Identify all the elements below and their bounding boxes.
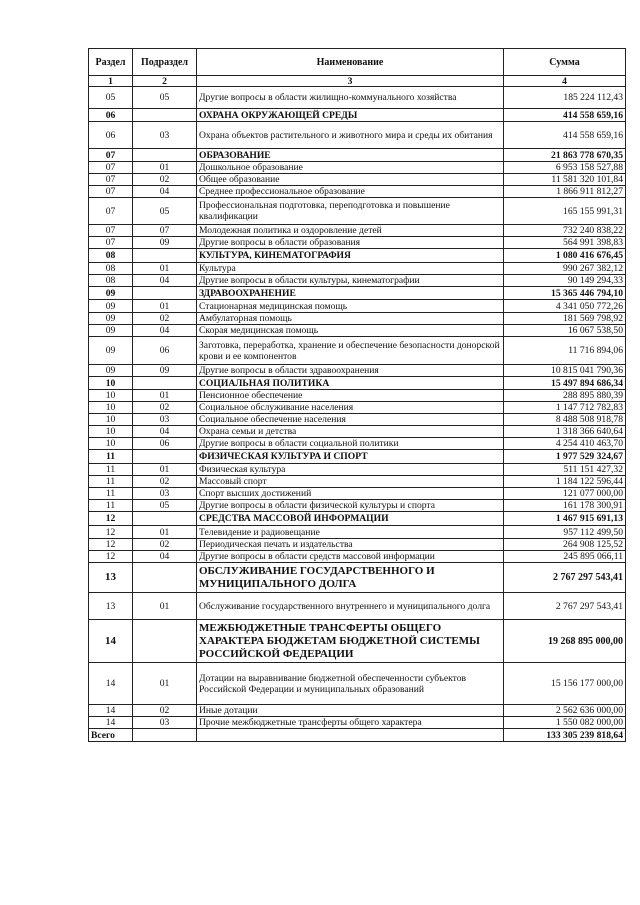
name-cell: Другие вопросы в области социальной политики (197, 438, 504, 450)
name-cell: Прочие межбюджетные трансферты общего характера (197, 717, 504, 729)
name-cell: Охрана объектов растительного и животного мира и среды их обитания (197, 122, 504, 149)
name-cell: КУЛЬТУРА, КИНЕМАТОГРАФИЯ (197, 249, 504, 263)
sum-cell: 288 895 880,39 (504, 390, 626, 402)
total-sum: 133 305 239 818,64 (504, 729, 626, 742)
name-cell: ФИЗИЧЕСКАЯ КУЛЬТУРА И СПОРТ (197, 450, 504, 464)
razdel-cell: 12 (89, 539, 133, 551)
razdel-cell: 10 (89, 377, 133, 390)
podrazdel-cell (133, 109, 197, 122)
podrazdel-cell: 04 (133, 325, 197, 337)
razdel-cell: 07 (89, 186, 133, 198)
podrazdel-cell: 01 (133, 526, 197, 539)
razdel-cell: 10 (89, 402, 133, 414)
table-row (89, 149, 626, 162)
name-cell: Физическая культура (197, 464, 504, 476)
name-cell: Другие вопросы в области жилищно-коммунального хозяйства (197, 87, 504, 109)
colnum: 4 (504, 76, 626, 87)
podrazdel-cell (133, 563, 197, 593)
razdel-cell: 09 (89, 287, 133, 300)
name-cell: Другие вопросы в области образования (197, 237, 504, 249)
razdel-cell: 09 (89, 313, 133, 325)
podrazdel-cell: 01 (133, 300, 197, 313)
sum-cell: 2 767 297 543,41 (504, 563, 626, 593)
razdel-cell: 14 (89, 705, 133, 717)
sum-cell: 11 716 894,06 (504, 337, 626, 365)
header-sum: Сумма (504, 49, 626, 76)
name-cell: Амбулаторная помощь (197, 313, 504, 325)
podrazdel-cell: 04 (133, 426, 197, 438)
podrazdel-cell (133, 149, 197, 162)
table-row (89, 109, 626, 122)
podrazdel-cell: 09 (133, 237, 197, 249)
name-cell: СРЕДСТВА МАССОВОЙ ИНФОРМАЦИИ (197, 512, 504, 526)
podrazdel-cell: 02 (133, 313, 197, 325)
name-cell: Охрана семьи и детства (197, 426, 504, 438)
podrazdel-cell: 04 (133, 186, 197, 198)
podrazdel-cell (133, 287, 197, 300)
podrazdel-cell: 06 (133, 337, 197, 365)
table-row (89, 225, 626, 237)
razdel-cell: 07 (89, 162, 133, 174)
razdel-cell: 08 (89, 275, 133, 287)
name-cell: Стационарная медицинская помощь (197, 300, 504, 313)
podrazdel-cell: 07 (133, 225, 197, 237)
sum-cell: 161 178 300,91 (504, 500, 626, 512)
sum-cell: 732 240 838,22 (504, 225, 626, 237)
name-cell: Заготовка, переработка, хранение и обеспечение безопасности донорской крови и ее компонентов (197, 337, 504, 365)
table-row (89, 337, 626, 365)
razdel-cell: 07 (89, 225, 133, 237)
sum-cell: 245 895 066,11 (504, 551, 626, 563)
razdel-cell: 11 (89, 488, 133, 500)
table-row (89, 426, 626, 438)
table-row (89, 365, 626, 377)
sum-cell: 564 991 398,83 (504, 237, 626, 249)
sum-cell: 165 155 991,31 (504, 198, 626, 225)
podrazdel-cell: 04 (133, 275, 197, 287)
sum-cell: 1 866 911 812,27 (504, 186, 626, 198)
name-cell: ЗДРАВООХРАНЕНИЕ (197, 287, 504, 300)
sum-cell: 990 267 382,12 (504, 263, 626, 275)
table-row (89, 390, 626, 402)
table-row (89, 287, 626, 300)
podrazdel-cell: 03 (133, 488, 197, 500)
table-row (89, 512, 626, 526)
name-cell: Молодежная политика и оздоровление детей (197, 225, 504, 237)
table-row (89, 402, 626, 414)
sum-cell: 2 562 636 000,00 (504, 705, 626, 717)
table-row (89, 663, 626, 705)
sum-cell: 1 184 122 596,44 (504, 476, 626, 488)
razdel-cell: 11 (89, 500, 133, 512)
name-cell: Телевидение и радиовещание (197, 526, 504, 539)
sum-cell: 4 341 050 772,26 (504, 300, 626, 313)
table-row (89, 414, 626, 426)
name-cell: Массовый спорт (197, 476, 504, 488)
table-row (89, 198, 626, 225)
razdel-cell: 07 (89, 237, 133, 249)
podrazdel-cell (133, 512, 197, 526)
sum-cell: 11 581 320 101,84 (504, 174, 626, 186)
table-row (89, 313, 626, 325)
podrazdel-cell: 02 (133, 402, 197, 414)
header-podrazdel: Подраздел (133, 49, 197, 76)
header-name: Наименование (197, 49, 504, 76)
razdel-cell: 12 (89, 512, 133, 526)
name-cell: Социальное обеспечение населения (197, 414, 504, 426)
sum-cell: 16 067 538,50 (504, 325, 626, 337)
total-label: Всего (89, 729, 133, 742)
podrazdel-cell: 01 (133, 263, 197, 275)
table-row (89, 263, 626, 275)
table-row (89, 476, 626, 488)
table-row (89, 186, 626, 198)
podrazdel-cell: 01 (133, 663, 197, 705)
sum-cell: 1 467 915 691,13 (504, 512, 626, 526)
table-row (89, 705, 626, 717)
name-cell: МЕЖБЮДЖЕТНЫЕ ТРАНСФЕРТЫ ОБЩЕГО ХАРАКТЕРА БЮДЖЕТАМ БЮДЖЕТНОЙ СИСТЕМЫ РОССИЙСКОЙ ФЕДЕРАЦИИ (197, 620, 504, 663)
razdel-cell: 05 (89, 87, 133, 109)
podrazdel-cell: 03 (133, 717, 197, 729)
table-row (89, 717, 626, 729)
razdel-cell: 14 (89, 620, 133, 663)
header-razdel: Раздел (89, 49, 133, 76)
razdel-cell: 10 (89, 438, 133, 450)
podrazdel-cell: 05 (133, 198, 197, 225)
name-cell: Периодическая печать и издательства (197, 539, 504, 551)
total-empty (197, 729, 504, 742)
sum-cell: 4 254 410 463,70 (504, 438, 626, 450)
table-row (89, 450, 626, 464)
podrazdel-cell: 01 (133, 162, 197, 174)
sum-cell: 1 318 366 640,64 (504, 426, 626, 438)
name-cell: Социальное обслуживание населения (197, 402, 504, 414)
name-cell: ОХРАНА ОКРУЖАЮЩЕЙ СРЕДЫ (197, 109, 504, 122)
name-cell: Профессиональная подготовка, переподготовка и повышение квалификации (197, 198, 504, 225)
podrazdel-cell: 03 (133, 122, 197, 149)
sum-cell: 957 112 499,50 (504, 526, 626, 539)
table-row (89, 162, 626, 174)
table-row (89, 377, 626, 390)
podrazdel-cell: 01 (133, 390, 197, 402)
total-row (89, 729, 626, 742)
name-cell: Другие вопросы в области здравоохранения (197, 365, 504, 377)
name-cell: Скорая медицинская помощь (197, 325, 504, 337)
colnum: 3 (197, 76, 504, 87)
table-body (89, 87, 626, 729)
sum-cell: 414 558 659,16 (504, 122, 626, 149)
razdel-cell: 11 (89, 476, 133, 488)
table-row (89, 249, 626, 263)
podrazdel-cell: 05 (133, 500, 197, 512)
colnum: 1 (89, 76, 133, 87)
razdel-cell: 07 (89, 174, 133, 186)
sum-cell: 181 569 798,92 (504, 313, 626, 325)
razdel-cell: 13 (89, 593, 133, 620)
sum-cell: 264 908 125,52 (504, 539, 626, 551)
razdel-cell: 09 (89, 337, 133, 365)
razdel-cell: 09 (89, 325, 133, 337)
razdel-cell: 12 (89, 526, 133, 539)
podrazdel-cell: 06 (133, 438, 197, 450)
name-cell: Пенсионное обеспечение (197, 390, 504, 402)
razdel-cell: 11 (89, 464, 133, 476)
name-cell: ОБСЛУЖИВАНИЕ ГОСУДАРСТВЕННОГО И МУНИЦИПАЛЬНОГО ДОЛГА (197, 563, 504, 593)
podrazdel-cell: 02 (133, 476, 197, 488)
name-cell: Дотации на выравнивание бюджетной обеспеченности субъектов Российской Федерации и муниципальных образований (197, 663, 504, 705)
sum-cell: 1 550 082 000,00 (504, 717, 626, 729)
name-cell: Обслуживание государственного внутреннего и муниципального долга (197, 593, 504, 620)
name-cell: ОБРАЗОВАНИЕ (197, 149, 504, 162)
header-row (89, 49, 626, 76)
name-cell: Культура (197, 263, 504, 275)
sum-cell: 15 365 446 794,10 (504, 287, 626, 300)
sum-cell: 19 268 895 000,00 (504, 620, 626, 663)
table-row (89, 593, 626, 620)
sum-cell: 6 953 158 527,88 (504, 162, 626, 174)
razdel-cell: 08 (89, 249, 133, 263)
sum-cell: 90 149 294,33 (504, 275, 626, 287)
razdel-cell: 11 (89, 450, 133, 464)
razdel-cell: 14 (89, 717, 133, 729)
podrazdel-cell (133, 620, 197, 663)
podrazdel-cell: 05 (133, 87, 197, 109)
total-empty (133, 729, 197, 742)
podrazdel-cell: 03 (133, 414, 197, 426)
razdel-cell: 08 (89, 263, 133, 275)
podrazdel-cell: 01 (133, 464, 197, 476)
razdel-cell: 09 (89, 365, 133, 377)
sum-cell: 1 977 529 324,67 (504, 450, 626, 464)
table-row (89, 122, 626, 149)
podrazdel-cell (133, 249, 197, 263)
table-row (89, 464, 626, 476)
razdel-cell: 10 (89, 390, 133, 402)
name-cell: Спорт высших достижений (197, 488, 504, 500)
podrazdel-cell (133, 377, 197, 390)
sum-cell: 185 224 112,43 (504, 87, 626, 109)
table-row (89, 488, 626, 500)
razdel-cell: 12 (89, 551, 133, 563)
sum-cell: 1 147 712 782,83 (504, 402, 626, 414)
razdel-cell: 10 (89, 414, 133, 426)
sum-cell: 1 080 416 676,45 (504, 249, 626, 263)
sum-cell: 121 077 000,00 (504, 488, 626, 500)
razdel-cell: 06 (89, 122, 133, 149)
column-number-row (89, 76, 626, 87)
sum-cell: 21 863 778 670,35 (504, 149, 626, 162)
podrazdel-cell: 09 (133, 365, 197, 377)
budget-table (88, 48, 626, 742)
podrazdel-cell: 02 (133, 539, 197, 551)
table-row (89, 237, 626, 249)
table-row (89, 87, 626, 109)
sum-cell: 2 767 297 543,41 (504, 593, 626, 620)
table-row (89, 539, 626, 551)
podrazdel-cell: 04 (133, 551, 197, 563)
sum-cell: 414 558 659,16 (504, 109, 626, 122)
sum-cell: 15 156 177 000,00 (504, 663, 626, 705)
table-row (89, 500, 626, 512)
name-cell: Среднее профессиональное образование (197, 186, 504, 198)
podrazdel-cell: 01 (133, 593, 197, 620)
table-row (89, 325, 626, 337)
table-row (89, 174, 626, 186)
table-row (89, 300, 626, 313)
podrazdel-cell: 02 (133, 174, 197, 186)
name-cell: СОЦИАЛЬНАЯ ПОЛИТИКА (197, 377, 504, 390)
razdel-cell: 06 (89, 109, 133, 122)
sum-cell: 8 488 508 918,78 (504, 414, 626, 426)
sum-cell: 15 497 894 686,34 (504, 377, 626, 390)
razdel-cell: 14 (89, 663, 133, 705)
podrazdel-cell (133, 450, 197, 464)
name-cell: Другие вопросы в области средств массовой информации (197, 551, 504, 563)
table-row (89, 526, 626, 539)
name-cell: Общее образование (197, 174, 504, 186)
name-cell: Другие вопросы в области культуры, кинематографии (197, 275, 504, 287)
razdel-cell: 09 (89, 300, 133, 313)
razdel-cell: 13 (89, 563, 133, 593)
podrazdel-cell: 02 (133, 705, 197, 717)
table-row (89, 563, 626, 593)
sum-cell: 10 815 041 790,36 (504, 365, 626, 377)
table-row (89, 438, 626, 450)
razdel-cell: 10 (89, 426, 133, 438)
table-row (89, 275, 626, 287)
colnum: 2 (133, 76, 197, 87)
name-cell: Дошкольное образование (197, 162, 504, 174)
table-row (89, 620, 626, 663)
razdel-cell: 07 (89, 198, 133, 225)
sum-cell: 511 151 427,32 (504, 464, 626, 476)
razdel-cell: 07 (89, 149, 133, 162)
name-cell: Иные дотации (197, 705, 504, 717)
name-cell: Другие вопросы в области физической культуры и спорта (197, 500, 504, 512)
table-row (89, 551, 626, 563)
